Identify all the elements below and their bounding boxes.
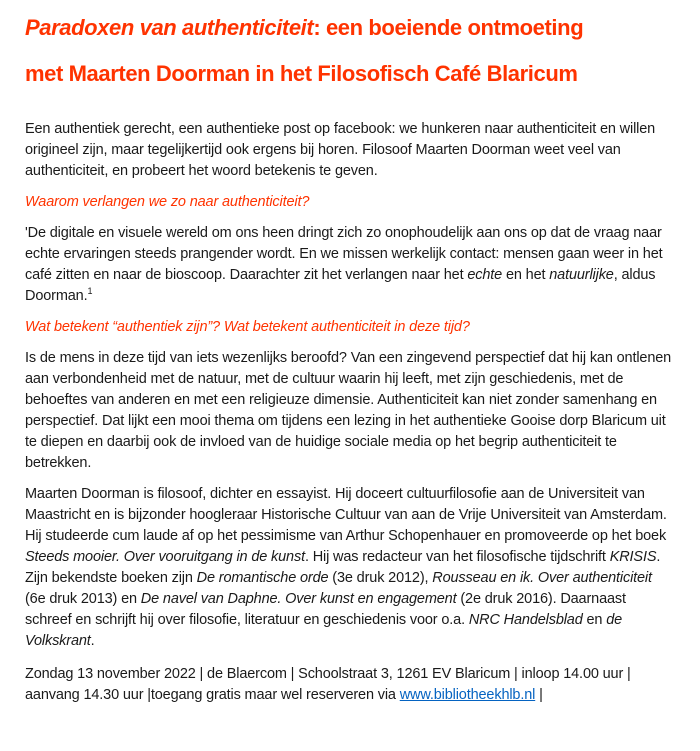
text-segment: , aldus Doorman.: [25, 267, 656, 304]
text-segment: Maarten Doorman is filosoof, dichter en essayist. Hij doceert cultuurfilosofie aan de Universiteit van Maastricht en is bijzonder hoogleraar Historische Cultuur van aan de Vrije Universiteit van Amsterdam. Hij studeerde cum laude af op het pessimisme van Arthur Schopenhauer en promoveerde op het boek: [25, 486, 667, 544]
text-segment: Steeds mooier. Over vooruitgang in de kunst: [25, 549, 305, 565]
text-segment: Zondag 13 november 2022 | de Blaercom | Schoolstraat 3, 1261 EV Blaricum | inloop 14.00 uur | aanvang 14.30 uur |toegang gratis maar wel reserveren via: [25, 666, 631, 703]
page-title: [25, 5, 675, 97]
text-segment: Waarom verlangen we zo naar authenticiteit?: [25, 194, 310, 210]
text-segment: . Hij was redacteur van het filosofische tijdschrift: [304, 549, 610, 565]
text-segment: Is de mens in deze tijd van iets wezenlijks beroofd? Van een zingevend perspectief dat hij kan ontlenen aan verbondenheid met de natuur, met de cultuur waarin hij leeft, met zijn geschiedenis, met de behoeftes van anderen en met een religieuze dimensie. Authenticiteit kan niet zonder samenhang en perspectief. Dat lijkt een mooi thema om tijdens een lezing in het authentieke Gooise dorp Blaricum uit te diepen en daarbij ook de invloed van de huidige sociale media op het begrip authenticiteit te betrekken.: [25, 350, 672, 471]
bio-paragraph: [25, 484, 675, 652]
text-segment: (6e druk 2013) en: [25, 591, 141, 607]
event-details: [25, 664, 675, 706]
text-segment: en: [582, 612, 607, 628]
text-segment: en het: [502, 267, 550, 283]
theme-paragraph: [25, 348, 675, 474]
text-segment: (3e druk 2012),: [328, 570, 433, 586]
footnote-ref: 1: [87, 286, 93, 297]
text-segment: NRC Handelsblad: [468, 612, 583, 628]
text-segment: natuurlijke: [549, 267, 614, 283]
quote-paragraph: [25, 223, 675, 307]
section-heading-what-is-authentic: [25, 317, 675, 338]
text-segment: .: [90, 633, 95, 649]
text-segment: |: [535, 687, 543, 703]
text-segment: met Maarten Doorman in het Filosofisch Café Blaricum: [25, 61, 578, 86]
website-link[interactable]: www.bibliotheekhlb.nl: [399, 687, 536, 703]
text-segment: de Volkskrant: [25, 612, 623, 649]
text-segment: : een boeiende ontmoeting: [313, 15, 584, 40]
text-segment: Paradoxen van authenticiteit: [25, 15, 314, 40]
text-segment: Een authentiek gerecht, een authentieke post op facebook: we hunkeren naar authenticiteit en willen origineel zijn, maar tegelijkertijd ook ergens bij horen. Filosoof Maarten Doorman weet veel van authenticiteit, en probeert het woord betekenis te geven.: [25, 121, 656, 179]
text-segment: Rousseau en ik. Over authenticiteit: [432, 570, 652, 586]
text-segment: echte: [467, 267, 503, 283]
text-segment: 'De digitale en visuele wereld om ons heen dringt zich zo onophoudelijk aan ons op dat de vraag naar echte ervaringen steeds prangender wordt. En we missen werkelijk contact: mensen gaan weer in het café zitten en naar de bioscoop. Daarachter zit het verlangen naar het: [25, 225, 663, 283]
text-segment: Wat betekent “authentiek zijn”? Wat betekent authenticiteit in deze tijd?: [25, 319, 470, 335]
text-segment: KRISIS: [609, 549, 657, 565]
section-heading-why-authenticity: [25, 192, 675, 213]
text-segment: (2e druk 2016). Daarnaast schreef en schrijft hij over filosofie, literatuur en geschiedenis voor o.a.: [25, 591, 626, 628]
text-segment: De navel van Daphne. Over kunst en engagement: [140, 591, 457, 607]
text-segment: De romantische orde: [196, 570, 329, 586]
text-segment: . Zijn bekendste boeken zijn: [25, 549, 661, 586]
intro-paragraph: [25, 119, 675, 182]
